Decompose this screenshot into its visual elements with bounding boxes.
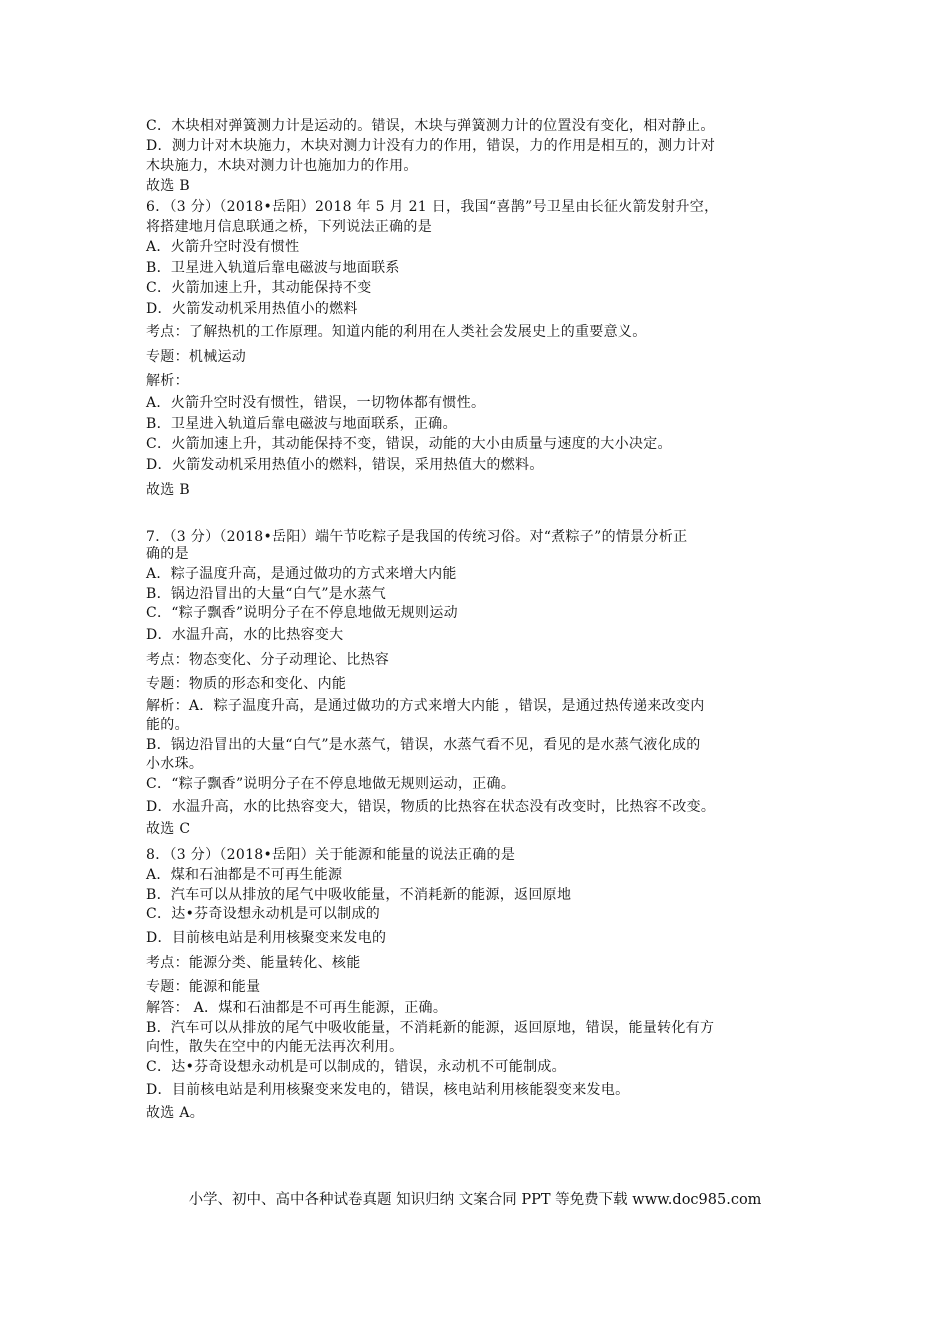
question-8-option-d: D．目前核电站是利用核聚变来发电的 (146, 930, 387, 946)
question-7-analysis-d: D．水温升高，水的比热容变大，错误，物质的比热容在状态没有改变时，比热容不改变。 (146, 799, 716, 815)
question-6-answer: 故选 B (146, 482, 190, 498)
question-6-analysis-d: D．火箭发动机采用热值小的燃料，错误，采用热值大的燃料。 (146, 457, 544, 473)
question-7-option-a: A．粽子温度升高，是通过做功的方式来增大内能 (146, 566, 457, 582)
question-8-analysis-c: C．达•芬奇设想永动机是可以制成的，错误，永动机不可能制成。 (146, 1059, 566, 1075)
question-8-answer: 故选 A。 (146, 1105, 205, 1121)
page-footer: 小学、初中、高中各种试卷真题 知识归纳 文案合同 PPT 等免费下载 www.doc985.com (188, 1192, 762, 1208)
question-7-analysis-b: 小水珠。 (146, 756, 204, 772)
text-line: 木块施力，木块对测力计也施加力的作用。 (146, 158, 418, 174)
question-6-stem: 6．（3 分）（2018•岳阳）2018 年 5 月 21 日，我国“喜鹊”号卫星由长征火箭发射升空， (146, 199, 719, 215)
question-8-stem: 8．（3 分）（2018•岳阳）关于能源和能量的说法正确的是 (146, 847, 516, 863)
text-line: D．测力计对木块施力，木块对测力计没有力的作用，错误，力的作用是相互的，测力计对 (146, 138, 716, 154)
question-7-stem: 确的是 (146, 546, 189, 562)
question-7-answer: 故选 C (146, 821, 191, 837)
question-7-kaodian: 考点：物态变化、分子动理论、比热容 (146, 652, 390, 668)
question-7-stem: 7．（3 分）（2018•岳阳）端午节吃粽子是我国的传统习俗。对“煮粽子”的情景分析正 (146, 529, 688, 545)
question-8-analysis-b: 向性，散失在空中的内能无法再次利用。 (146, 1039, 404, 1055)
question-8-analysis-b: B．汽车可以从排放的尾气中吸收能量，不消耗新的能源，返回原地，错误，能量转化有方 (146, 1020, 715, 1036)
text-line: 故选 B (146, 178, 190, 194)
question-8-kaodian: 考点：能源分类、能量转化、核能 (146, 955, 361, 971)
question-7-analysis-b: B．锅边沿冒出的大量“白气”是水蒸气，错误，水蒸气看不见，看见的是水蒸气液化成的 (146, 737, 701, 753)
question-8-zhuanti: 专题：能源和能量 (146, 979, 261, 995)
question-8-analysis-a: 解答： A．煤和石油都是不可再生能源，正确。 (146, 1000, 448, 1016)
question-8-option-c: C．达•芬奇设想永动机是可以制成的 (146, 906, 381, 922)
question-6-option-a: A．火箭升空时没有惯性 (146, 239, 300, 255)
question-7-option-d: D．水温升高，水的比热容变大 (146, 627, 344, 643)
question-8-analysis-d: D．目前核电站是利用核聚变来发电的，错误，核电站利用核能裂变来发电。 (146, 1082, 630, 1098)
question-6-zhuanti: 专题：机械运动 (146, 349, 247, 365)
question-6-analysis-c: C．火箭加速上升，其动能保持不变，错误，动能的大小由质量与速度的大小决定。 (146, 436, 672, 452)
question-6-analysis-heading: 解析： (146, 373, 189, 389)
question-7-zhuanti: 专题：物质的形态和变化、内能 (146, 676, 347, 692)
question-7-analysis-a: 解析：A．粽子温度升高，是通过做功的方式来增大内能 ，错误，是通过热传递来改变内 (146, 698, 705, 714)
question-8-option-b: B．汽车可以从排放的尾气中吸收能量，不消耗新的能源，返回原地 (146, 887, 572, 903)
question-8-option-a: A．煤和石油都是不可再生能源 (146, 867, 343, 883)
question-6-analysis-a: A．火箭升空时没有惯性，错误，一切物体都有惯性。 (146, 395, 486, 411)
question-6-kaodian: 考点：了解热机的工作原理。知道内能的利用在人类社会发展史上的重要意义。 (146, 324, 647, 340)
question-6-option-c: C．火箭加速上升，其动能保持不变 (146, 280, 372, 296)
question-7-analysis-c: C．“粽子飘香”说明分子在不停息地做无规则运动，正确。 (146, 776, 516, 792)
question-6-stem: 将搭建地月信息联通之桥，下列说法正确的是 (146, 219, 432, 235)
question-7-option-c: C．“粽子飘香”说明分子在不停息地做无规则运动 (146, 605, 458, 621)
text-line: C．木块相对弹簧测力计是运动的。错误，木块与弹簧测力计的位置没有变化，相对静止。 (146, 118, 715, 134)
question-7-option-b: B．锅边沿冒出的大量“白气”是水蒸气 (146, 586, 387, 602)
question-6-option-b: B．卫星进入轨道后靠电磁波与地面联系 (146, 260, 400, 276)
question-6-option-d: D．火箭发动机采用热值小的燃料 (146, 301, 358, 317)
question-7-analysis-a: 能的。 (146, 717, 189, 733)
question-6-analysis-b: B．卫星进入轨道后靠电磁波与地面联系，正确。 (146, 416, 457, 432)
